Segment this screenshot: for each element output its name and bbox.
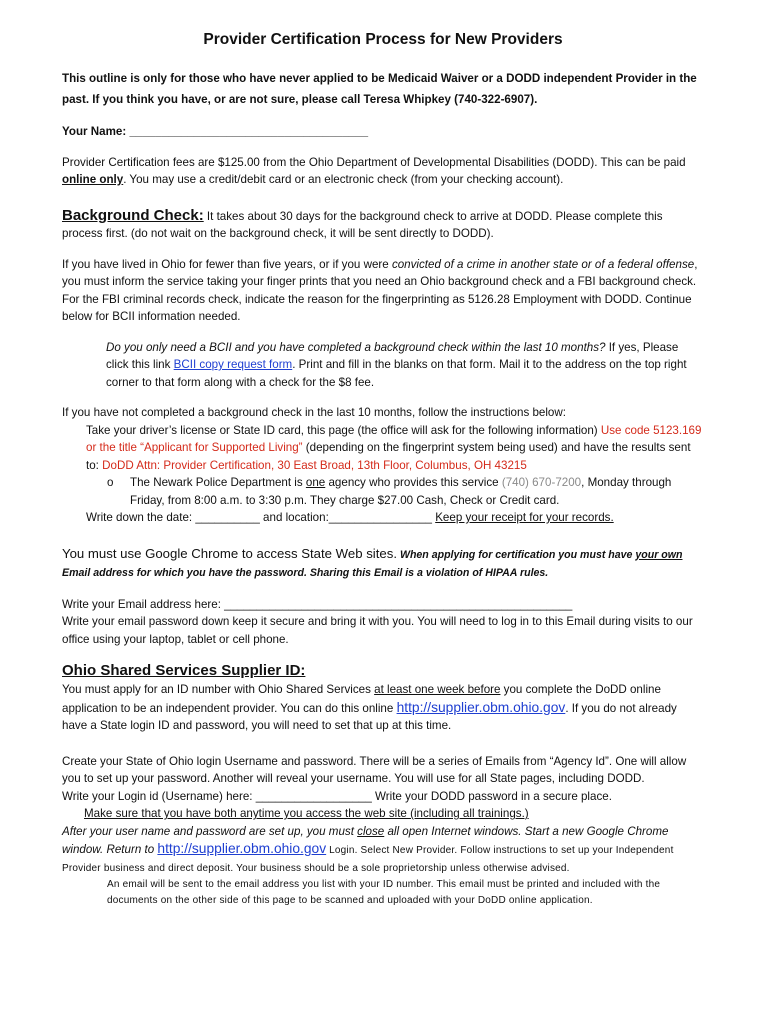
supplier-login-link[interactable]: http://supplier.obm.ohio.gov bbox=[157, 841, 327, 856]
chrome-paragraph bbox=[62, 545, 704, 583]
chrome-note-own: your own bbox=[635, 548, 683, 561]
chrome-text: You must use Google Chrome to access State Web sites. bbox=[62, 545, 397, 561]
police-text: The Newark Police Department is bbox=[130, 476, 306, 489]
police-one: one bbox=[305, 476, 326, 489]
fees-text-2: . You may use a credit/debit card or an electronic check (from your checking account). bbox=[123, 173, 564, 186]
bcii-paragraph bbox=[62, 339, 704, 392]
receipt-note: Keep your receipt for your records. bbox=[435, 511, 614, 524]
fees-paragraph bbox=[62, 154, 704, 189]
supplier-text: You must apply for an ID number with Ohio Shared Services bbox=[62, 683, 375, 696]
after-text-2: all open Internet windows. Start a new Google Chrome window. Return to bbox=[62, 824, 669, 856]
police-text-3: , Monday through Friday, from 8:00 a.m. to 3:30 p.m. They charge $27.00 Cash, Check or Credit card. bbox=[130, 476, 672, 507]
bcii-question: Do you only need a BCII and you have completed a background check within the last 10 months? bbox=[106, 340, 606, 354]
bcii-text-2: . Print and fill in the blanks on that form. Mail it to the address on the top right corner to that form along with a check for the $8 fee. bbox=[106, 358, 687, 389]
date-location-line bbox=[62, 509, 704, 527]
background-heading: Background Check: bbox=[62, 206, 204, 224]
supplier-text-2: you complete the DoDD online application to be an independent provider. You can do this online bbox=[62, 683, 661, 715]
dodd-address: DoDD Attn: Provider Certification, 30 East Broad, 13th Floor, Columbus, OH 43215 bbox=[102, 458, 527, 472]
background-text: It takes about 30 days for the background check to arrive at DODD. Please complete this process first. (do not wait on the background check, it will be sent directly to DODD). bbox=[62, 209, 663, 240]
page-title: Provider Certification Process for New Providers bbox=[203, 31, 563, 48]
date-location-label: Write down the date: __________ and location:________________ bbox=[86, 511, 436, 524]
bullet-marker: o bbox=[107, 476, 114, 489]
name-blank: _____________________________________ bbox=[129, 125, 369, 138]
supplier-heading: Ohio Shared Services Supplier ID: bbox=[62, 662, 306, 679]
residency-italic: convicted of a crime in another state or of a federal offense bbox=[391, 257, 695, 271]
login-paragraph: Create your State of Ohio login Username and password. There will be a series of Emails from “Agency Id”. One will allow you to set up your password. Another will reveal your username. You will use for all State pages, including DODD. bbox=[62, 754, 687, 785]
not-completed-lead: If you have not completed a background check in the last 10 months, follow the instructions below: bbox=[62, 406, 566, 419]
supplier-link[interactable]: http://supplier.obm.ohio.gov bbox=[396, 699, 566, 715]
email-line: Write your Email address here: ______________________________________________________ bbox=[62, 597, 573, 611]
chrome-note-2: Email address for which you have the password. Sharing this Email is a violation of HIPAA rules. bbox=[62, 567, 549, 579]
online-only-emphasis: online only bbox=[62, 173, 124, 186]
supplier-paragraph bbox=[62, 681, 704, 735]
residency-text: If you have lived in Ohio for fewer than five years, or if you were bbox=[62, 257, 392, 271]
police-phone: (740) 670-7200 bbox=[501, 476, 582, 489]
bcii-text: If yes, Please click this link bbox=[106, 340, 679, 371]
ohio-residency-paragraph bbox=[62, 256, 704, 326]
fees-text: Provider Certification fees are $125.00 from the Ohio Department of Developmental Disabilities (DODD). This can be paid bbox=[62, 155, 686, 169]
instructions-text: Take your driver’s license or State ID card, this page (the office will ask for the following information) bbox=[86, 423, 601, 437]
background-paragraph bbox=[62, 207, 704, 243]
both-note: Make sure that you have both anytime you access the web site (including all trainings.) bbox=[84, 807, 529, 820]
instructions-paragraph bbox=[62, 422, 704, 475]
supplier-text-3: . If you do not already have a State login ID and password, you will need to set that up at this time. bbox=[62, 701, 677, 732]
police-text-2: agency who provides this service bbox=[325, 476, 502, 489]
after-close: close bbox=[357, 824, 385, 838]
login-id-line: Write your Login id (Username) here: __________________ Write your DODD password in a secure place. bbox=[62, 789, 612, 803]
name-label: Your Name: bbox=[62, 125, 127, 138]
after-paragraph bbox=[62, 823, 704, 878]
residency-text-2: , you must inform the service taking your finger prints that you need an Ohio background check and a FBI background check. For the FBI criminal records check, indicate the reason for the fingerprinting as 5126.28 Employment with DODD. Continue below for BCII information needed. bbox=[62, 257, 698, 323]
police-bullet bbox=[62, 474, 704, 509]
bcii-request-link[interactable]: BCII copy request form bbox=[173, 358, 293, 371]
after-text-3: Login. Select New Provider. Follow instructions to set up your Independent Provider business and direct deposit. Your business should be a sole proprietorship unless otherwise advised. bbox=[62, 845, 674, 874]
after-text: After your user name and password are set up, you must bbox=[62, 824, 358, 838]
chrome-note: When applying for certification you must have bbox=[397, 548, 636, 561]
supplier-one-week: at least one week before bbox=[374, 683, 501, 696]
email-password-paragraph: Write your email password down keep it secure and bring it with you. You will need to log in to this Email during visits to our office using your laptop, tablet or cell phone. bbox=[62, 615, 693, 646]
intro-paragraph: This outline is only for those who have never applied to be Medicaid Waiver or a DODD independent Provider in the past. If you think you have, or are not sure, please call Teresa Whipkey (740-322-6907). bbox=[62, 72, 697, 106]
code-text: Use code 5123.169 or the title “Applicant for Supported Living” bbox=[86, 423, 702, 454]
instructions-text-2: (depending on the fingerprint system being used) and have the results sent to: bbox=[86, 441, 691, 472]
name-line bbox=[62, 123, 704, 141]
email-id-note: An email will be sent to the email address you list with your ID number. This email must be printed and included with the documents on the other side of this page to be scanned and uploaded with your DoDD online application. bbox=[107, 879, 661, 906]
